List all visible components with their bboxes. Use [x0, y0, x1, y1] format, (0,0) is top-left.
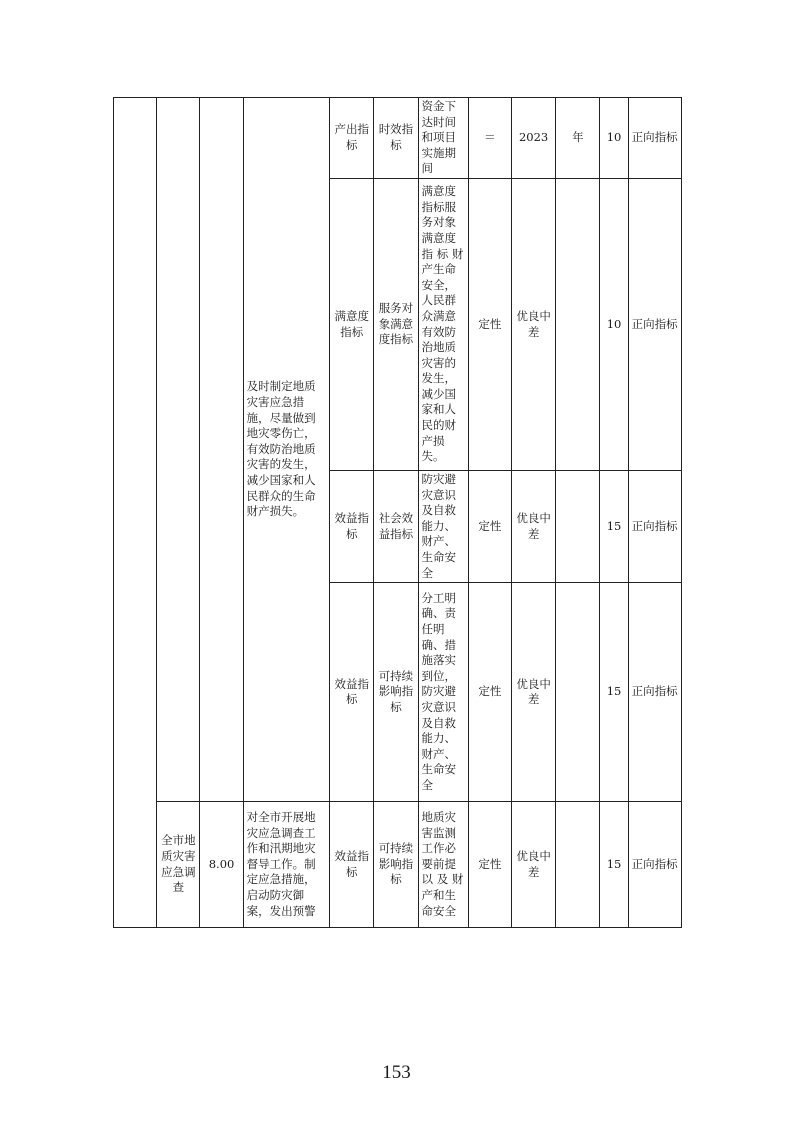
target-value-cell: 优良中差	[512, 179, 556, 471]
direction-cell: 正向指标	[628, 583, 681, 802]
outer-blank-cell	[114, 98, 157, 928]
operator-cell: 定性	[468, 179, 511, 471]
level1-indicator: 效益指标	[330, 802, 374, 928]
unit-cell	[556, 583, 600, 802]
level1-indicator: 产出指标	[330, 98, 374, 179]
direction-cell: 正向指标	[628, 471, 681, 583]
weight-cell: 15	[600, 802, 628, 928]
level1-indicator: 效益指标	[330, 471, 374, 583]
level3-indicator: 满意度指标服务对象满意度 指 标 财产生命安全，人民群众满意有效防治地质灾害的发生，减少国家和人民的财产损失。	[418, 179, 468, 471]
page-number: 153	[382, 1062, 411, 1083]
operator-cell: ＝	[468, 98, 511, 179]
level2-indicator: 时效指标	[374, 98, 418, 179]
unit-cell	[556, 802, 600, 928]
unit-cell	[556, 179, 600, 471]
project-name-cell-blank	[157, 98, 200, 802]
weight-cell: 10	[600, 98, 628, 179]
level3-indicator: 地质灾害监测工作必要前提以 及 财产和生命安全	[418, 802, 468, 928]
goal-text-cell: 及时制定地质灾害应急措施，尽量做到地灾零伤亡，有效防治地质灾害的发生，减少国家和人民群众的生命财产损失。	[243, 98, 329, 802]
target-value-cell: 2023	[512, 98, 556, 179]
level2-indicator: 可持续影响指标	[374, 802, 418, 928]
unit-cell: 年	[556, 98, 600, 179]
target-value-cell: 优良中差	[512, 802, 556, 928]
level2-indicator: 服务对象满意度指标	[374, 179, 418, 471]
level2-indicator: 社会效益指标	[374, 471, 418, 583]
weight-cell: 10	[600, 179, 628, 471]
level1-indicator: 效益指标	[330, 583, 374, 802]
target-value-cell: 优良中差	[512, 583, 556, 802]
level3-indicator: 防灾避灾意识及自救能力、财产、生命安全	[418, 471, 468, 583]
direction-cell: 正向指标	[628, 802, 681, 928]
weight-cell: 15	[600, 471, 628, 583]
direction-cell: 正向指标	[628, 179, 681, 471]
amount-cell-blank	[200, 98, 243, 802]
operator-cell: 定性	[468, 802, 511, 928]
table-row	[114, 98, 682, 179]
operator-cell: 定性	[468, 583, 511, 802]
level2-indicator: 可持续影响指标	[374, 583, 418, 802]
level3-indicator: 分工明确、责任明确、措施落实到位，防灾避灾意识及自救能力、财产、生命安全	[418, 583, 468, 802]
operator-cell: 定性	[468, 471, 511, 583]
level3-indicator: 资金下达时间和项目实施期间	[418, 98, 468, 179]
level1-indicator: 满意度指标	[330, 179, 374, 471]
project-name-cell: 全市地质灾害应急调查	[157, 802, 200, 928]
unit-cell	[556, 471, 600, 583]
weight-cell: 15	[600, 583, 628, 802]
amount-cell: 8.00	[200, 802, 243, 928]
goal-text-cell: 对全市开展地灾应急调查工作和汛期地灾督导工作。制定应急措施，启动防灾御案，发出预警	[243, 802, 329, 928]
target-value-cell: 优良中差	[512, 471, 556, 583]
table-row	[114, 802, 682, 928]
direction-cell: 正向指标	[628, 98, 681, 179]
performance-indicator-table	[113, 97, 682, 928]
